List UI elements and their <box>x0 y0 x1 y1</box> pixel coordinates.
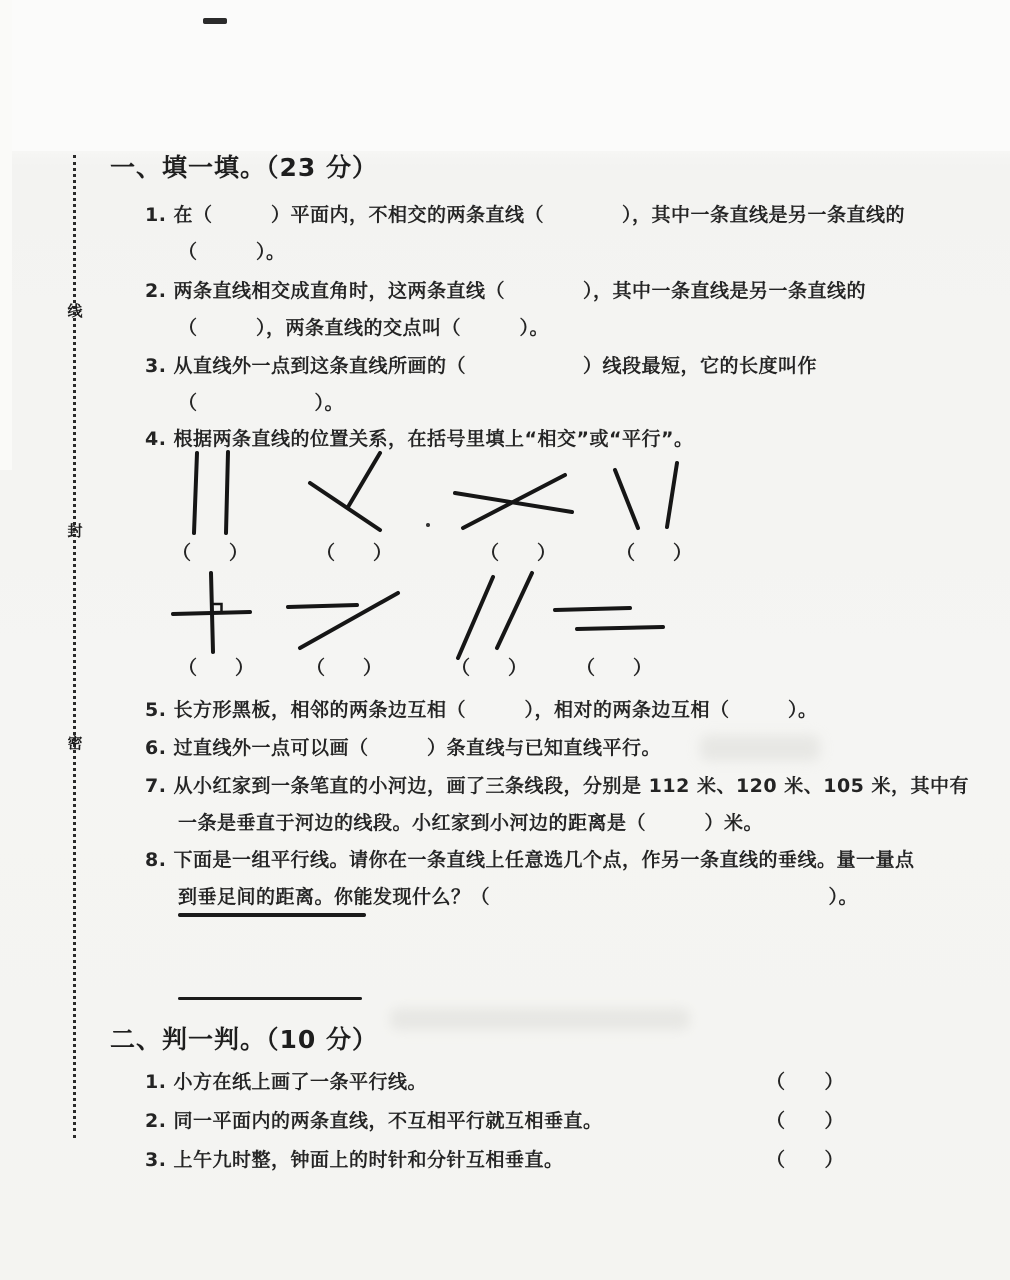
scan-smudge <box>700 735 820 761</box>
binding-char-feng: 封 <box>67 522 83 540</box>
q4-blank-5: （ ） <box>178 657 255 679</box>
binding-char-mi: 密 <box>67 734 83 752</box>
q1-line1: 1. 在（ ）平面内，不相交的两条直线（ ），其中一条直线是另一条直线的 <box>145 204 906 226</box>
figure-perpendicular-cross <box>173 573 250 652</box>
q4-blank-3: （ ） <box>480 542 557 564</box>
q1-line2: （ ）。 <box>178 241 286 263</box>
q7-line1: 7. 从小红家到一条笔直的小河边，画了三条线段，分别是 112 米、120 米、105 米，其中有 <box>145 775 969 797</box>
binding-char-xian: 线 <box>67 302 83 320</box>
q2-line2: （ ），两条直线的交点叫（ ）。 <box>178 317 550 339</box>
q3-line1: 3. 从直线外一点到这条直线所画的（ ）线段最短，它的长度叫作 <box>145 355 818 377</box>
section2-title: 二、判一判。（10 分） <box>110 1025 378 1054</box>
judge-item-3: 3. 上午九时整，钟面上的时针和分针互相垂直。 <box>145 1149 564 1171</box>
judge-blank-3: （ ） <box>766 1149 845 1171</box>
q4-text: 4. 根据两条直线的位置关系，在括号里填上“相交”或“平行”。 <box>145 428 694 450</box>
figure-oblique-intersection <box>288 593 398 648</box>
q8-parallel-line-top <box>178 913 366 917</box>
figure-parallel-vertical-lines <box>194 452 228 533</box>
q8-line2-left: 到垂足间的距离。你能发现什么？（ <box>178 886 491 908</box>
q2-line1: 2. 两条直线相交成直角时，这两条直线（ ），其中一条直线是另一条直线的 <box>145 280 867 302</box>
q4-blank-7: （ ） <box>451 657 528 679</box>
q8-line1: 8. 下面是一组平行线。请你在一条直线上任意选几个点，作另一条直线的垂线。量一量点 <box>145 849 915 871</box>
q8-line2-close-paren: ）。 <box>828 886 858 908</box>
scan-left-strip <box>0 0 12 470</box>
q6-text: 6. 过直线外一点可以画（ ）条直线与已知直线平行。 <box>145 737 662 759</box>
figure-slanted-nonparallel-lines <box>615 463 677 528</box>
judge-item-2: 2. 同一平面内的两条直线，不互相平行就互相垂直。 <box>145 1110 603 1132</box>
q8-line2 <box>178 885 858 909</box>
judge-item-1: 1. 小方在纸上画了一条平行线。 <box>145 1071 428 1093</box>
section1-title: 一、填一填。（23 分） <box>110 153 378 182</box>
ink-speck <box>426 523 430 527</box>
q4-blank-1: （ ） <box>172 542 249 564</box>
q4-blank-4: （ ） <box>616 542 693 564</box>
figure-parallel-slanted-lines <box>458 573 532 658</box>
figure-intersecting-t-lines <box>310 453 380 530</box>
scan-smudge <box>390 1008 690 1030</box>
figure-parallel-horizontal-lines <box>555 608 663 629</box>
q5-text: 5. 长方形黑板，相邻的两条边互相（ ），相对的两条边互相（ ）。 <box>145 699 818 721</box>
q7-line2: 一条是垂直于河边的线段。小红家到小河边的距离是（ ）米。 <box>178 812 764 834</box>
scan-artifact-dash <box>203 18 227 24</box>
figure-crossing-lines <box>455 475 572 528</box>
q4-blank-6: （ ） <box>306 657 383 679</box>
scan-top-band <box>0 0 1010 151</box>
q8-parallel-line-bottom <box>178 997 362 1000</box>
q3-line2: （ ）。 <box>178 392 345 414</box>
q4-blank-8: （ ） <box>576 657 653 679</box>
judge-blank-1: （ ） <box>766 1071 845 1093</box>
q4-blank-2: （ ） <box>316 542 393 564</box>
judge-blank-2: （ ） <box>766 1110 845 1132</box>
